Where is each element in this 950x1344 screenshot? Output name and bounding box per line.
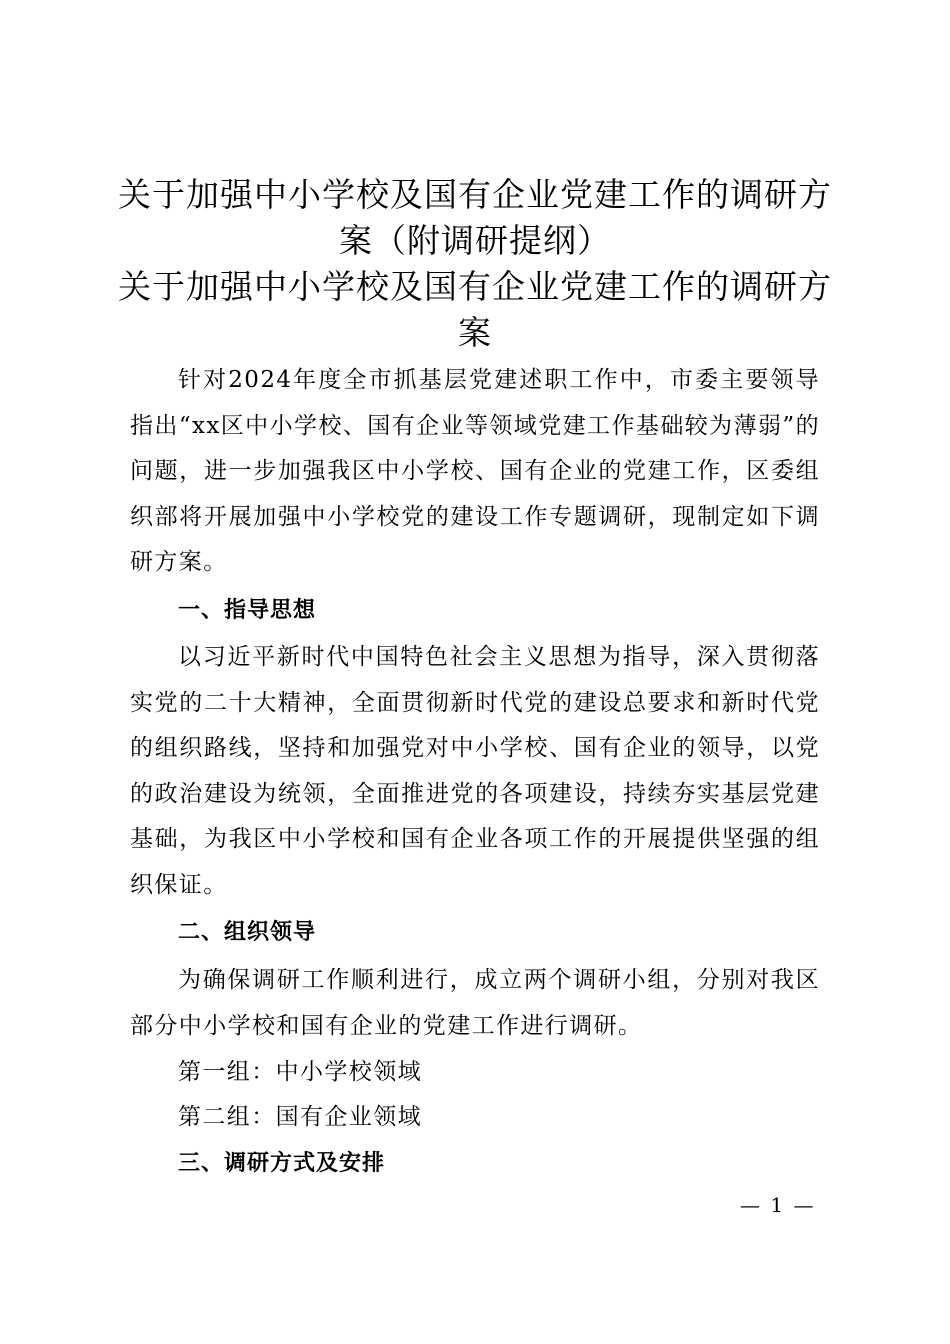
document-title: 关于加强中小学校及国有企业党建工作的调研方案（附调研提纲） [118,175,832,260]
group-one-line: 第一组：中小学校领域 [178,1059,422,1085]
organization-paragraph: 为确保调研工作顺利进行，成立两个调研小组，分别对我区部分中小学校和国有企业的党建工作进行调研。 [130,967,820,1039]
group-two-line: 第二组：国有企业领域 [178,1104,422,1130]
document-subtitle: 关于加强中小学校及国有企业党建工作的调研方案 [118,267,832,352]
section-heading-organization: 二、组织领导 [178,920,317,945]
section-heading-method: 三、调研方式及安排 [178,1151,386,1176]
page-number: — 1 — [740,1193,816,1217]
guiding-ideology-paragraph: 以习近平新时代中国特色社会主义思想为指导，深入贯彻落实党的二十大精神，全面贯彻新时代党的建设总要求和新时代党的组织路线，坚持和加强党对中小学校、国有企业的领导，以党的政治建设为统领，全面推进党的各项建设，持续夯实基层党建基础，为我区中小学校和国有企业各项工作的开展提供坚强的组织保证。 [130,644,820,898]
intro-paragraph: 针对2024年度全市抓基层党建述职工作中，市委主要领导指出“xx区中小学校、国有企业等领域党建工作基础较为薄弱”的问题，进一步加强我区中小学校、国有企业的党建工作，区委组织部将开展加强中小学校党的建设工作专题调研，现制定如下调研方案。 [130,367,820,575]
section-heading-guiding-ideology: 一、指导思想 [178,598,317,623]
